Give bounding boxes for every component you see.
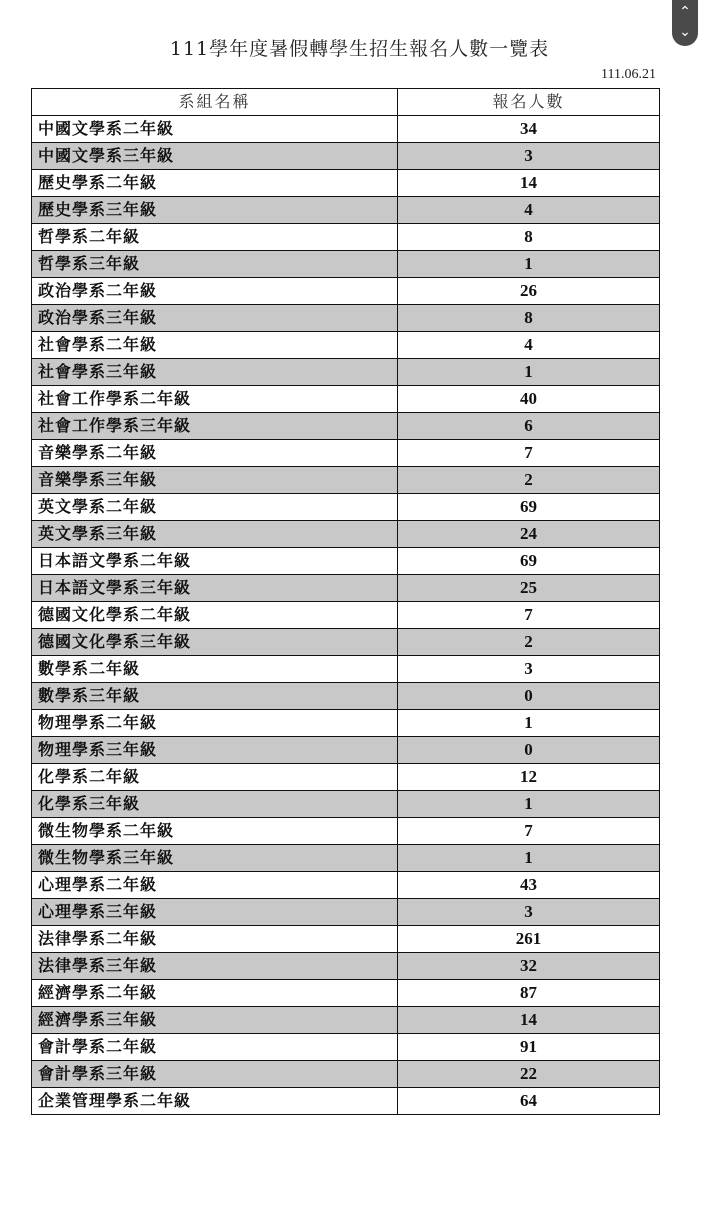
table-row	[32, 899, 660, 926]
document-date: 111.06.21	[601, 67, 656, 82]
applicant-count-cell: 87	[398, 980, 660, 1007]
applicant-count-cell: 4	[398, 332, 660, 359]
department-name-cell: 德國文化學系二年級	[32, 602, 398, 629]
applicant-count-cell: 43	[398, 872, 660, 899]
table-row	[32, 278, 660, 305]
applicant-count-cell: 3	[398, 899, 660, 926]
table-row	[32, 521, 660, 548]
applicant-count-cell: 1	[398, 791, 660, 818]
table-row	[32, 413, 660, 440]
applicant-count-cell: 14	[398, 1007, 660, 1034]
table-row	[32, 710, 660, 737]
column-header-department: 系組名稱	[32, 89, 398, 116]
applicant-count-cell: 40	[398, 386, 660, 413]
applicant-count-cell: 6	[398, 413, 660, 440]
applicant-count-cell: 1	[398, 845, 660, 872]
department-name-cell: 企業管理學系二年級	[32, 1088, 398, 1115]
table-row	[32, 170, 660, 197]
table-row	[32, 197, 660, 224]
applicant-count-cell: 8	[398, 305, 660, 332]
table-row	[32, 737, 660, 764]
applicant-count-cell: 25	[398, 575, 660, 602]
applicant-count-cell: 7	[398, 818, 660, 845]
department-name-cell: 音樂學系三年級	[32, 467, 398, 494]
chevron-up-icon[interactable]: ⌃	[679, 4, 691, 20]
table-row	[32, 143, 660, 170]
table-row	[32, 1061, 660, 1088]
table-row	[32, 494, 660, 521]
applicant-count-cell: 0	[398, 683, 660, 710]
table-row	[32, 548, 660, 575]
applicant-count-cell: 64	[398, 1088, 660, 1115]
department-name-cell: 英文學系二年級	[32, 494, 398, 521]
table-row	[32, 440, 660, 467]
table-body	[32, 116, 660, 1115]
department-name-cell: 物理學系三年級	[32, 737, 398, 764]
department-name-cell: 歷史學系三年級	[32, 197, 398, 224]
applicant-count-cell: 3	[398, 143, 660, 170]
table-row	[32, 1088, 660, 1115]
table-header-row	[32, 89, 660, 116]
applicant-count-cell: 34	[398, 116, 660, 143]
table-row	[32, 332, 660, 359]
table-row	[32, 251, 660, 278]
applicant-count-cell: 1	[398, 710, 660, 737]
page-scroll-control	[672, 0, 698, 46]
applicant-count-cell: 261	[398, 926, 660, 953]
department-name-cell: 心理學系三年級	[32, 899, 398, 926]
table-row	[32, 602, 660, 629]
table-row	[32, 764, 660, 791]
department-name-cell: 法律學系二年級	[32, 926, 398, 953]
table-row	[32, 872, 660, 899]
table-row	[32, 575, 660, 602]
chevron-down-icon[interactable]: ⌄	[679, 24, 691, 40]
applicant-count-cell: 26	[398, 278, 660, 305]
department-name-cell: 社會學系三年級	[32, 359, 398, 386]
table-row	[32, 818, 660, 845]
department-name-cell: 政治學系三年級	[32, 305, 398, 332]
department-name-cell: 社會工作學系二年級	[32, 386, 398, 413]
applicant-count-cell: 69	[398, 494, 660, 521]
department-name-cell: 法律學系三年級	[32, 953, 398, 980]
table-row	[32, 467, 660, 494]
department-name-cell: 經濟學系三年級	[32, 1007, 398, 1034]
department-name-cell: 中國文學系二年級	[32, 116, 398, 143]
department-name-cell: 物理學系二年級	[32, 710, 398, 737]
applicant-count-cell: 2	[398, 467, 660, 494]
department-name-cell: 微生物學系二年級	[32, 818, 398, 845]
department-name-cell: 日本語文學系三年級	[32, 575, 398, 602]
department-name-cell: 歷史學系二年級	[32, 170, 398, 197]
department-name-cell: 音樂學系二年級	[32, 440, 398, 467]
department-name-cell: 中國文學系三年級	[32, 143, 398, 170]
department-name-cell: 數學系二年級	[32, 656, 398, 683]
department-name-cell: 哲學系二年級	[32, 224, 398, 251]
department-name-cell: 社會學系二年級	[32, 332, 398, 359]
applicant-count-cell: 24	[398, 521, 660, 548]
applicant-count-cell: 91	[398, 1034, 660, 1061]
applicant-count-cell: 8	[398, 224, 660, 251]
department-name-cell: 數學系三年級	[32, 683, 398, 710]
table-row	[32, 926, 660, 953]
document-title: 111學年度暑假轉學生招生報名人數一覽表	[169, 38, 550, 60]
department-name-cell: 會計學系二年級	[32, 1034, 398, 1061]
table-row	[32, 386, 660, 413]
department-name-cell: 社會工作學系三年級	[32, 413, 398, 440]
applicant-count-cell: 22	[398, 1061, 660, 1088]
applicant-count-cell: 7	[398, 602, 660, 629]
table-row	[32, 224, 660, 251]
applicant-count-cell: 32	[398, 953, 660, 980]
department-name-cell: 德國文化學系三年級	[32, 629, 398, 656]
table-row	[32, 116, 660, 143]
department-name-cell: 哲學系三年級	[32, 251, 398, 278]
enrollment-table	[31, 88, 660, 1115]
department-name-cell: 政治學系二年級	[32, 278, 398, 305]
column-header-count: 報名人數	[398, 89, 660, 116]
table-row	[32, 980, 660, 1007]
applicant-count-cell: 1	[398, 251, 660, 278]
department-name-cell: 心理學系二年級	[32, 872, 398, 899]
applicant-count-cell: 2	[398, 629, 660, 656]
table-row	[32, 791, 660, 818]
table-row	[32, 1034, 660, 1061]
department-name-cell: 英文學系三年級	[32, 521, 398, 548]
department-name-cell: 化學系三年級	[32, 791, 398, 818]
applicant-count-cell: 12	[398, 764, 660, 791]
table-row	[32, 656, 660, 683]
table-row	[32, 305, 660, 332]
table-row	[32, 683, 660, 710]
applicant-count-cell: 0	[398, 737, 660, 764]
applicant-count-cell: 14	[398, 170, 660, 197]
table-row	[32, 953, 660, 980]
department-name-cell: 日本語文學系二年級	[32, 548, 398, 575]
table-row	[32, 629, 660, 656]
department-name-cell: 微生物學系三年級	[32, 845, 398, 872]
department-name-cell: 經濟學系二年級	[32, 980, 398, 1007]
applicant-count-cell: 69	[398, 548, 660, 575]
table-row	[32, 845, 660, 872]
applicant-count-cell: 4	[398, 197, 660, 224]
applicant-count-cell: 3	[398, 656, 660, 683]
applicant-count-cell: 7	[398, 440, 660, 467]
applicant-count-cell: 1	[398, 359, 660, 386]
department-name-cell: 化學系二年級	[32, 764, 398, 791]
table-row	[32, 359, 660, 386]
department-name-cell: 會計學系三年級	[32, 1061, 398, 1088]
table-row	[32, 1007, 660, 1034]
